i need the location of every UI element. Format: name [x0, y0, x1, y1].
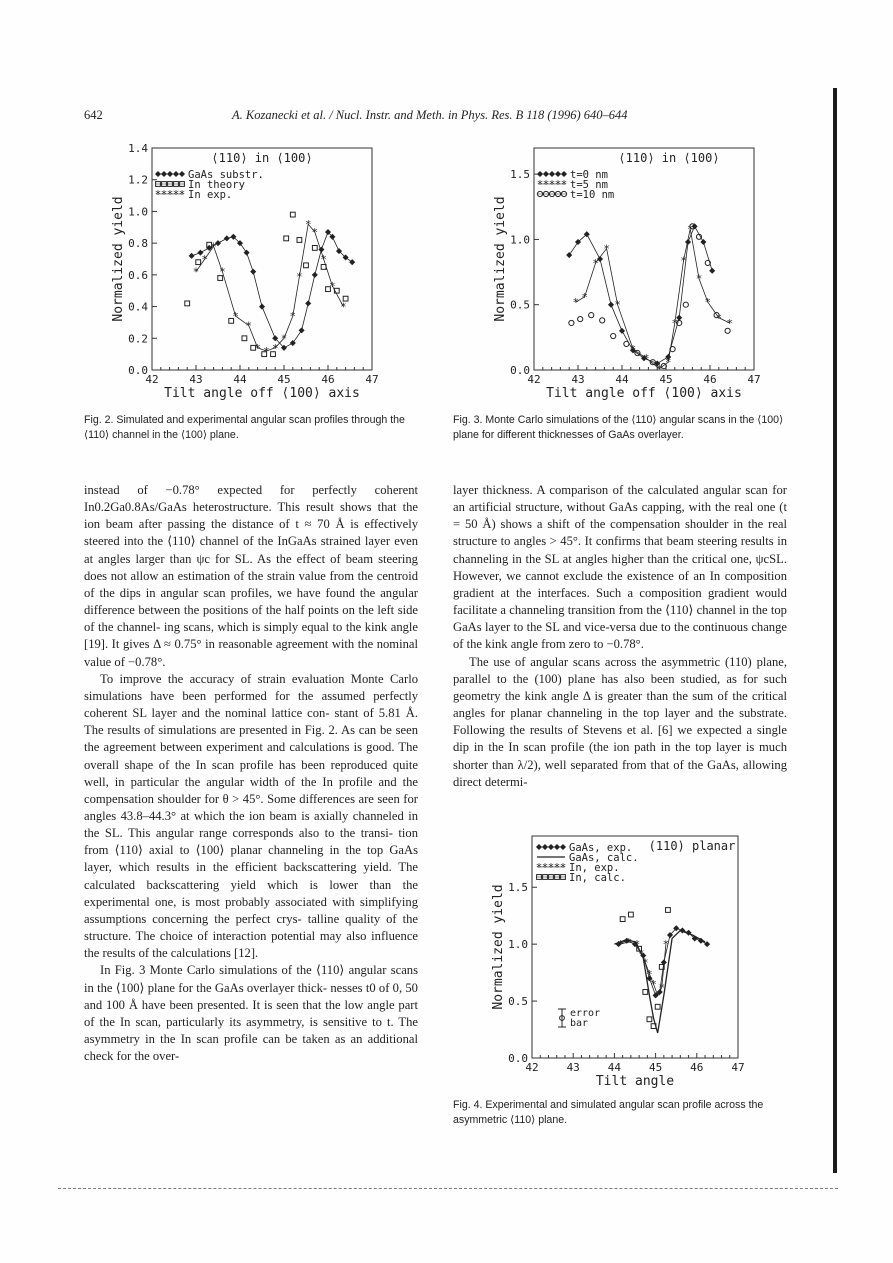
data-point — [611, 333, 616, 338]
y-tick-label: 0.6 — [128, 268, 148, 282]
data-point — [655, 1004, 660, 1009]
right-paragraph-2 — [453, 654, 787, 791]
error-bar-label: error — [570, 1008, 601, 1019]
data-point: * — [665, 356, 671, 370]
data-point: * — [626, 935, 632, 949]
data-point: * — [617, 938, 624, 952]
text-line: path in the top layer is much shorter than λ/2), well — [453, 740, 787, 772]
text-line: GaAs layer to the SL and vice-versa due to the continuous — [453, 620, 748, 635]
text-line: and calculations is good. The overall shape of the In scan — [84, 740, 418, 772]
legend-marker — [167, 171, 172, 176]
text-line: ing scans, which is simply equal to the kink angle [19]. It — [84, 620, 418, 652]
right-column — [453, 482, 787, 791]
data-point: * — [659, 981, 665, 995]
legend-label: GaAs, exp. — [569, 842, 633, 854]
text-line: talline quality of the structure. The choice of interaction — [84, 911, 418, 944]
legend-marker — [537, 171, 542, 176]
y-tick-label: 0.5 — [508, 995, 528, 1009]
data-point: * — [646, 967, 653, 981]
data-point: * — [329, 279, 336, 293]
data-point — [710, 268, 715, 273]
left-column — [84, 482, 418, 1065]
fig3-chart — [482, 140, 782, 402]
legend-marker — [560, 844, 565, 849]
chart-title: ⟨110⟩ in ⟨100⟩ — [211, 151, 313, 165]
y-tick-label: 0.2 — [128, 332, 148, 346]
data-point — [589, 313, 594, 318]
data-point — [299, 328, 304, 333]
legend-marker — [561, 171, 566, 176]
data-point — [666, 908, 671, 913]
data-point: * — [219, 265, 226, 279]
text-line: the real one (t = 50 Å) shows a shift of the compensation — [453, 500, 787, 532]
text-line: of the critical angles for planar channeling in the top layer — [453, 688, 787, 721]
y-axis-label: Normalized yield — [111, 196, 126, 322]
legend-marker — [554, 844, 559, 849]
text-line: The use of angular scans across the asymmetric (110) — [469, 654, 752, 669]
legend-marker — [549, 171, 554, 176]
series-t-5-nm — [573, 223, 733, 376]
text-line: [12]. — [234, 946, 259, 961]
legend-marker — [543, 171, 548, 176]
data-point — [304, 263, 309, 268]
legend-marker — [161, 171, 166, 176]
left-paragraph-1 — [84, 482, 418, 671]
text-line: instead of −0.78° expected for perfectly coherent — [84, 483, 418, 497]
data-point: * — [581, 290, 588, 304]
text-line: interfaces. Such a composition gradient would facilitate a — [453, 585, 787, 618]
text-line: channeling transition from the ⟨110⟩ channel in the top — [509, 603, 787, 618]
text-line: that beam steering results in channeling in the SL at angles — [453, 534, 788, 566]
y-tick-label: 0.8 — [128, 237, 148, 251]
legend-label: In theory — [188, 179, 245, 191]
legend-label: In exp. — [188, 189, 233, 201]
left-paragraph-2 — [84, 671, 418, 963]
series-in-exp- — [193, 218, 346, 358]
data-point: * — [663, 938, 669, 952]
legend-marker: * — [549, 178, 555, 191]
text-line: yield. The calculated backscattering yield which is lower — [84, 860, 418, 892]
data-point — [259, 304, 264, 309]
text-line: positions of the half points on the left side of the channel- — [84, 603, 418, 635]
text-line: Fig. 2. As can be seen the agreement between experiment — [84, 723, 418, 755]
legend-marker: * — [561, 178, 567, 191]
text-line: scan for an artificial structure, without GaAs capping, with — [453, 483, 787, 515]
data-point: * — [210, 240, 217, 254]
legend-marker: * — [560, 861, 566, 874]
text-line: scans in the ⟨100⟩ plane for the GaAs overlayer thick- — [84, 963, 418, 995]
fig3-caption: Fig. 3. Monte Carlo simulations of the ⟨110⟩ angular scans in the ⟨100⟩ plane for different thicknesses of GaAs overlayer. — [453, 414, 784, 441]
data-point: * — [634, 938, 640, 952]
data-point: * — [643, 352, 649, 366]
x-tick-label: 43 — [566, 1061, 580, 1074]
data-point: * — [603, 242, 610, 256]
data-point: * — [305, 218, 311, 232]
legend-marker — [548, 844, 553, 849]
chart-title: (110) planar — [648, 839, 736, 853]
x-tick-label: 47 — [747, 373, 761, 386]
data-point — [312, 246, 317, 251]
data-point: * — [650, 978, 657, 991]
legend-label: t=10 nm — [570, 189, 615, 201]
y-tick-label: 0.5 — [510, 298, 530, 312]
legend-marker: * — [536, 861, 542, 874]
data-point — [683, 302, 688, 307]
series-t-0-nm — [567, 224, 715, 366]
text-line: perfectly coherent SL layer and the nominal lattice con- — [84, 688, 418, 721]
error-bar-label: bar — [570, 1018, 589, 1029]
text-line: In0.2Ga0.8As/GaAs heterostructure. This result shows that — [84, 500, 397, 515]
text-line: shoulder in the real structure to angles > 45°. It confirms — [453, 517, 787, 549]
data-point: * — [638, 947, 644, 961]
right-paragraph-1 — [453, 482, 787, 654]
y-tick-label: 1.4 — [128, 142, 148, 155]
text-line: Carlo simulations have been performed for the assumed — [84, 671, 418, 703]
y-tick-label: 1.5 — [508, 881, 528, 895]
data-point — [624, 341, 629, 346]
text-line: and the substrate. Following the results of Stevens et al. [6] — [453, 706, 787, 738]
data-point — [620, 917, 625, 922]
text-line: plane, parallel to the (100) plane has also been studied, as — [453, 654, 787, 686]
legend-label: t=0 nm — [570, 169, 608, 181]
data-point — [350, 260, 355, 265]
data-point — [569, 320, 574, 325]
x-tick-label: 47 — [365, 373, 379, 386]
x-tick-label: 43 — [189, 373, 203, 386]
x-tick-label: 44 — [233, 373, 247, 386]
fig2-chart — [100, 140, 400, 402]
data-point — [312, 272, 317, 277]
margin-bar — [833, 88, 837, 1173]
data-point: * — [656, 362, 663, 376]
legend-marker: * — [543, 178, 549, 191]
text-line: higher than the critical one, ψcSL. However, we cannot — [453, 551, 787, 583]
data-point: * — [290, 310, 296, 324]
data-point — [608, 302, 613, 307]
text-line: the ion beam after passing the distance of t ≈ 70 Å is — [84, 500, 418, 532]
text-line: effect of beam steering does not allow an estimation of the — [84, 551, 418, 583]
page-bottom-rule — [58, 1188, 838, 1189]
y-tick-label: 1.0 — [128, 205, 148, 219]
legend-marker: * — [542, 861, 548, 874]
data-point: * — [716, 311, 722, 325]
x-tick-label: 42 — [145, 373, 159, 386]
text-line: we expected a single dip in the In scan profile (the ion — [453, 723, 787, 755]
text-line: effectively steered into the ⟨110⟩ channel of the InGaAs — [84, 517, 418, 549]
y-tick-label: 1.0 — [508, 938, 528, 952]
text-line: layer thickness. A comparison of the calculated angular — [453, 483, 741, 497]
legend-label: t=5 nm — [570, 179, 608, 191]
plot-frame — [534, 148, 754, 370]
legend-entry — [155, 188, 232, 201]
data-point: * — [263, 344, 270, 358]
data-point — [705, 942, 710, 947]
data-point: * — [696, 272, 702, 286]
data-point — [196, 260, 201, 265]
text-line: the SL. This angular range corresponds also to the transi- — [84, 826, 393, 841]
data-point: * — [705, 296, 711, 310]
x-axis-label: Tilt angle off ⟨100⟩ axis — [164, 386, 360, 401]
data-point: * — [642, 956, 649, 970]
data-point — [619, 328, 624, 333]
data-point: * — [340, 300, 347, 314]
error-bar-legend — [558, 1008, 600, 1029]
legend-label: GaAs, calc. — [569, 852, 639, 864]
legend-marker — [173, 171, 178, 176]
data-point — [643, 990, 648, 995]
x-tick-label: 45 — [648, 1061, 663, 1074]
data-point — [600, 318, 605, 323]
text-line: than the experimental one, is most probably associated — [84, 877, 418, 909]
y-tick-label: 1.0 — [510, 233, 530, 247]
text-line: exclude the existence of an In composition gradient at the — [453, 568, 787, 600]
series-line — [569, 226, 712, 366]
x-tick-label: 45 — [277, 373, 291, 386]
legend-marker: * — [179, 188, 185, 201]
data-point — [567, 252, 572, 257]
text-line: profiles, we have found the angular difference between the — [84, 585, 418, 618]
text-line: potential may also influence the results of the calculations — [84, 929, 418, 961]
text-line: change of the kink angle from zero to −0.78°. — [453, 620, 787, 652]
y-tick-label: 1.5 — [510, 168, 530, 182]
data-point — [290, 212, 295, 217]
data-point: * — [193, 265, 199, 279]
data-point: * — [202, 253, 208, 266]
x-tick-label: 46 — [321, 373, 335, 386]
x-tick-label: 42 — [525, 1061, 539, 1074]
data-point — [244, 250, 249, 255]
plot-frame — [152, 148, 372, 370]
text-line: separated from that of the GaAs, allowing direct determi- — [453, 757, 787, 789]
text-line: strained layer even at angles larger than ψc for SL. As the — [84, 534, 419, 566]
chart-title: ⟨110⟩ in ⟨100⟩ — [618, 151, 720, 165]
text-line: 43.8–44.3° at which the ion beam is axially channeled in — [120, 808, 419, 823]
y-tick-label: 0.0 — [508, 1052, 528, 1065]
data-point: * — [296, 270, 303, 284]
text-line: In Fig. 3 Monte Carlo simulations of the ⟨110⟩ angular — [100, 963, 387, 978]
data-point: * — [592, 256, 599, 270]
y-tick-label: 0.4 — [128, 300, 148, 314]
y-tick-label: 1.2 — [128, 173, 148, 187]
fig2-caption: Fig. 2. Simulated and experimental angular scan profiles through the ⟨110⟩ channel in the ⟨100⟩ plane. — [84, 414, 405, 441]
page-number: 642 — [84, 108, 103, 122]
data-point — [224, 236, 229, 241]
x-tick-label: 43 — [571, 373, 585, 386]
data-point: * — [630, 343, 636, 357]
legend-marker — [536, 844, 541, 849]
text-line: gives Δ ≈ 0.75° in reasonable agreement with the nominal — [122, 637, 418, 652]
legend-marker: * — [167, 188, 173, 201]
x-tick-label: 46 — [690, 1061, 704, 1074]
text-line: asymmetry, is sensitive to t. The asymmetry in the In scan — [84, 1014, 418, 1046]
legend-label: In, exp. — [569, 862, 620, 874]
text-line: GaAs layer, which results in the efficient backscattering — [84, 843, 419, 875]
data-point — [297, 238, 302, 243]
legend-label: In, calc. — [569, 872, 626, 884]
data-point — [185, 301, 190, 306]
data-point: * — [687, 222, 693, 236]
y-axis-label: Normalized yield — [491, 884, 506, 1010]
legend-marker: * — [548, 861, 554, 874]
data-point: * — [614, 298, 621, 312]
legend-marker — [155, 171, 160, 176]
y-tick-label: 0.0 — [128, 364, 148, 377]
x-tick-label: 44 — [615, 373, 629, 386]
data-point: * — [672, 316, 678, 330]
text-line: angular width of the In profile and the compensation — [84, 774, 418, 806]
legend-marker: * — [173, 188, 179, 201]
data-point — [284, 236, 289, 241]
series-in-theory — [185, 212, 348, 356]
y-axis-label: Normalized yield — [493, 196, 508, 322]
data-point: * — [254, 341, 261, 355]
data-point — [251, 269, 256, 274]
y-tick-label: 0.0 — [510, 364, 530, 377]
data-point — [242, 336, 247, 341]
data-point: * — [272, 341, 278, 355]
legend-marker — [555, 171, 560, 176]
legend-marker: * — [555, 178, 561, 191]
legend-marker: * — [537, 178, 543, 191]
data-point: * — [320, 253, 327, 266]
legend-marker — [542, 844, 547, 849]
running-header: A. Kozanecki et al. / Nucl. Instr. and Meth. in Phys. Res. B 118 (1996) 640–644 — [232, 108, 628, 122]
text-line: seen that the low angle part of the In scan, particularly its — [84, 997, 419, 1029]
text-line: for such geometry the kink angle Δ is greater than the sum — [453, 671, 787, 703]
text-line: stant of 5.81 Å. The results of simulations are presented in — [84, 706, 419, 738]
data-point: * — [312, 226, 318, 240]
data-point: * — [281, 332, 287, 346]
x-tick-label: 47 — [731, 1061, 745, 1074]
text-line: nesses t0 of 0, 50 and 100 Å have been presented. It is — [84, 980, 418, 1012]
x-tick-label: 45 — [659, 373, 673, 386]
x-axis-label: Tilt angle — [595, 1074, 675, 1089]
data-point: * — [246, 319, 252, 333]
data-point: * — [727, 316, 733, 330]
data-point — [628, 912, 633, 917]
data-point: * — [573, 296, 579, 310]
data-point: * — [232, 310, 239, 324]
data-point — [290, 340, 295, 345]
data-point — [578, 316, 583, 321]
fig4-caption: Fig. 4. Experimental and simulated angular scan profile across the asymmetric ⟨110⟩ plane. — [453, 1099, 764, 1126]
text-line: To improve the accuracy of strain evaluation Monte — [100, 671, 384, 686]
legend-marker: * — [155, 188, 161, 201]
data-point — [647, 1017, 652, 1022]
legend-marker: * — [554, 861, 560, 874]
text-line: value of −0.78°. — [84, 654, 166, 669]
text-line: profile has been reproduced quite well, in particular the — [84, 757, 419, 789]
text-line: strain value from the centroid of the dips in angular scan — [84, 568, 418, 600]
data-point — [306, 301, 311, 306]
fig4-chart — [482, 828, 782, 1090]
data-point — [189, 253, 194, 258]
data-point: * — [654, 989, 661, 1003]
text-line: tion from ⟨110⟩ axial to ⟨100⟩ planar channeling in the top — [84, 826, 418, 858]
text-line: profile can be taken as an additional check for the over- — [84, 1032, 418, 1064]
legend-label: GaAs substr. — [188, 169, 264, 181]
x-axis-label: Tilt angle off ⟨100⟩ axis — [546, 386, 742, 401]
text-line: shoulder for θ > 45°. Some differences are seen for angles — [84, 791, 418, 823]
data-point: * — [680, 254, 687, 268]
legend-marker: * — [161, 188, 167, 201]
x-tick-label: 44 — [607, 1061, 622, 1074]
left-paragraph-3 — [84, 962, 418, 1065]
x-tick-label: 42 — [527, 373, 541, 386]
x-tick-label: 46 — [703, 373, 717, 386]
text-line: with simplifying assumptions concerning the perfect crys- — [84, 894, 418, 926]
legend-marker — [179, 171, 184, 176]
data-point — [701, 239, 706, 244]
